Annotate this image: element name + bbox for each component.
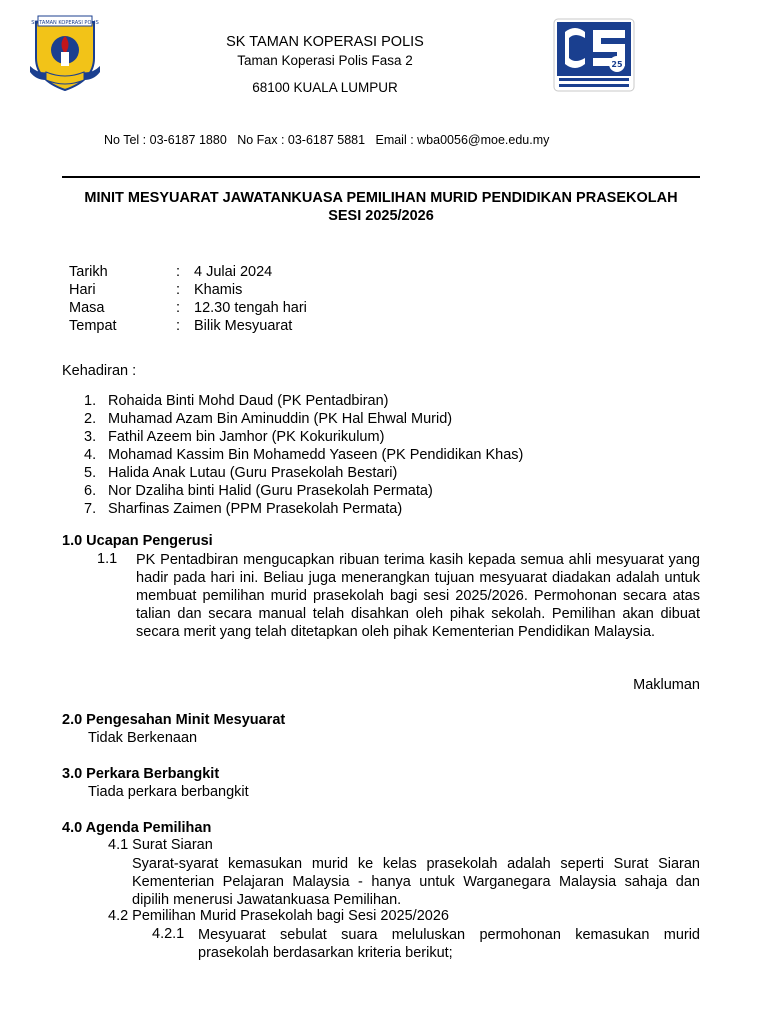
meeting-info-date — [69, 263, 469, 281]
attendance-list — [80, 392, 523, 518]
info-separator: : — [176, 300, 181, 316]
section-1-paragraph: PK Pentadbiran mengucapkan ribuan terima kasih kepada semua ahli mesyuarat yang hadir pada hari ini. Beliau juga menerangkan tujuan mesyuarat diadakan adalah untuk membuat pemilihan murid prasekolah bagi sesi 2025/2026. Permohonan secara atas talian dan secara manual telah disahkan oleh pihak sekolah. Pemilihan akan dibuat secara merit yang telah ditetapkan oleh pihak Kementerian Pendidikan Malaysia. — [136, 552, 700, 640]
paragraph-number: 1.1 — [97, 551, 118, 567]
list-item: 4. Mohamad Kassim Bin Mohamedd Yaseen (PK Pendidikan Khas) — [84, 447, 524, 463]
section-2-heading: 2.0 Pengesahan Minit Mesyuarat — [62, 712, 286, 728]
svg-text:25: 25 — [611, 60, 623, 69]
document-title-line2: SESI 2025/2026 — [328, 208, 434, 224]
info-separator: : — [176, 318, 181, 334]
list-item: 6. Nor Dzaliha binti Halid (Guru Prasekolah Permata) — [84, 483, 433, 499]
section-4-heading: 4.0 Agenda Pemilihan — [62, 820, 212, 836]
info-label: Masa — [69, 300, 105, 316]
section-1-heading: 1.0 Ucapan Pengerusi — [62, 533, 213, 549]
section-3-heading: 3.0 Perkara Berbangkit — [62, 766, 220, 782]
school-address-line1: Taman Koperasi Polis Fasa 2 — [237, 53, 413, 68]
prasekolah-permata-logo-icon — [553, 18, 635, 92]
info-value: Khamis — [194, 282, 243, 298]
school-crest-icon — [28, 14, 102, 92]
document-title-line1: MINIT MESYUARAT JAWATANKUASA PEMILIHAN MURID PENDIDIKAN PRASEKOLAH — [84, 190, 678, 206]
info-label: Tempat — [69, 318, 117, 334]
school-address-line2: 68100 KUALA LUMPUR — [252, 80, 398, 95]
subsection-4-2-1-number: 4.2.1 — [152, 926, 185, 942]
section-3-body: Tiada perkara berbangkit — [88, 784, 249, 800]
list-item: 3. Fathil Azeem bin Jamhor (PK Kokurikulum) — [84, 429, 385, 445]
action-note: Makluman — [633, 677, 700, 693]
header-divider — [62, 176, 700, 178]
info-label: Tarikh — [69, 264, 108, 280]
contact-info: No Tel : 03-6187 1880 No Fax : 03-6187 5881 Email : wba0056@moe.edu.my — [104, 133, 550, 147]
meeting-info-time — [69, 299, 469, 317]
info-value: 4 Julai 2024 — [194, 264, 273, 280]
info-value: 12.30 tengah hari — [194, 300, 307, 316]
attendance-label: Kehadiran : — [62, 363, 137, 379]
section-2-body: Tidak Berkenaan — [88, 730, 198, 746]
list-item: 7. Sharfinas Zaimen (PPM Prasekolah Permata) — [84, 501, 403, 517]
list-item: 5. Halida Anak Lutau (Guru Prasekolah Bestari) — [84, 465, 398, 481]
document-title — [62, 189, 700, 225]
crest-banner-text: SK TAMAN KOPERASI POLIS — [31, 20, 99, 26]
list-item: 2. Muhamad Azam Bin Aminuddin (PK Hal Ehwal Murid) — [84, 411, 453, 427]
info-label: Hari — [69, 282, 96, 298]
subsection-4-2-1-text: Mesyuarat sebulat suara meluluskan permohonan kemasukan murid prasekolah berdasarkan kriteria berikut; — [198, 927, 700, 961]
subsection-4-1-title: 4.1 Surat Siaran — [108, 837, 213, 853]
meeting-info-day — [69, 281, 469, 299]
info-value: Bilik Mesyuarat — [194, 318, 293, 334]
subsection-4-2-title: 4.2 Pemilihan Murid Prasekolah bagi Sesi 2025/2026 — [108, 908, 449, 924]
info-separator: : — [176, 282, 181, 298]
meeting-info-place — [69, 317, 469, 335]
school-name: SK TAMAN KOPERASI POLIS — [226, 34, 424, 50]
info-separator: : — [176, 264, 181, 280]
list-item: 1. Rohaida Binti Mohd Daud (PK Pentadbiran) — [84, 393, 389, 409]
subsection-4-1-text: Syarat-syarat kemasukan murid ke kelas prasekolah adalah seperti Surat Siaran Kementerian Pelajaran Malaysia - hanya untuk Warganegara Malaysia sahaja dan dipilih menerusi Jawatankuasa Pemilihan. — [132, 856, 700, 908]
